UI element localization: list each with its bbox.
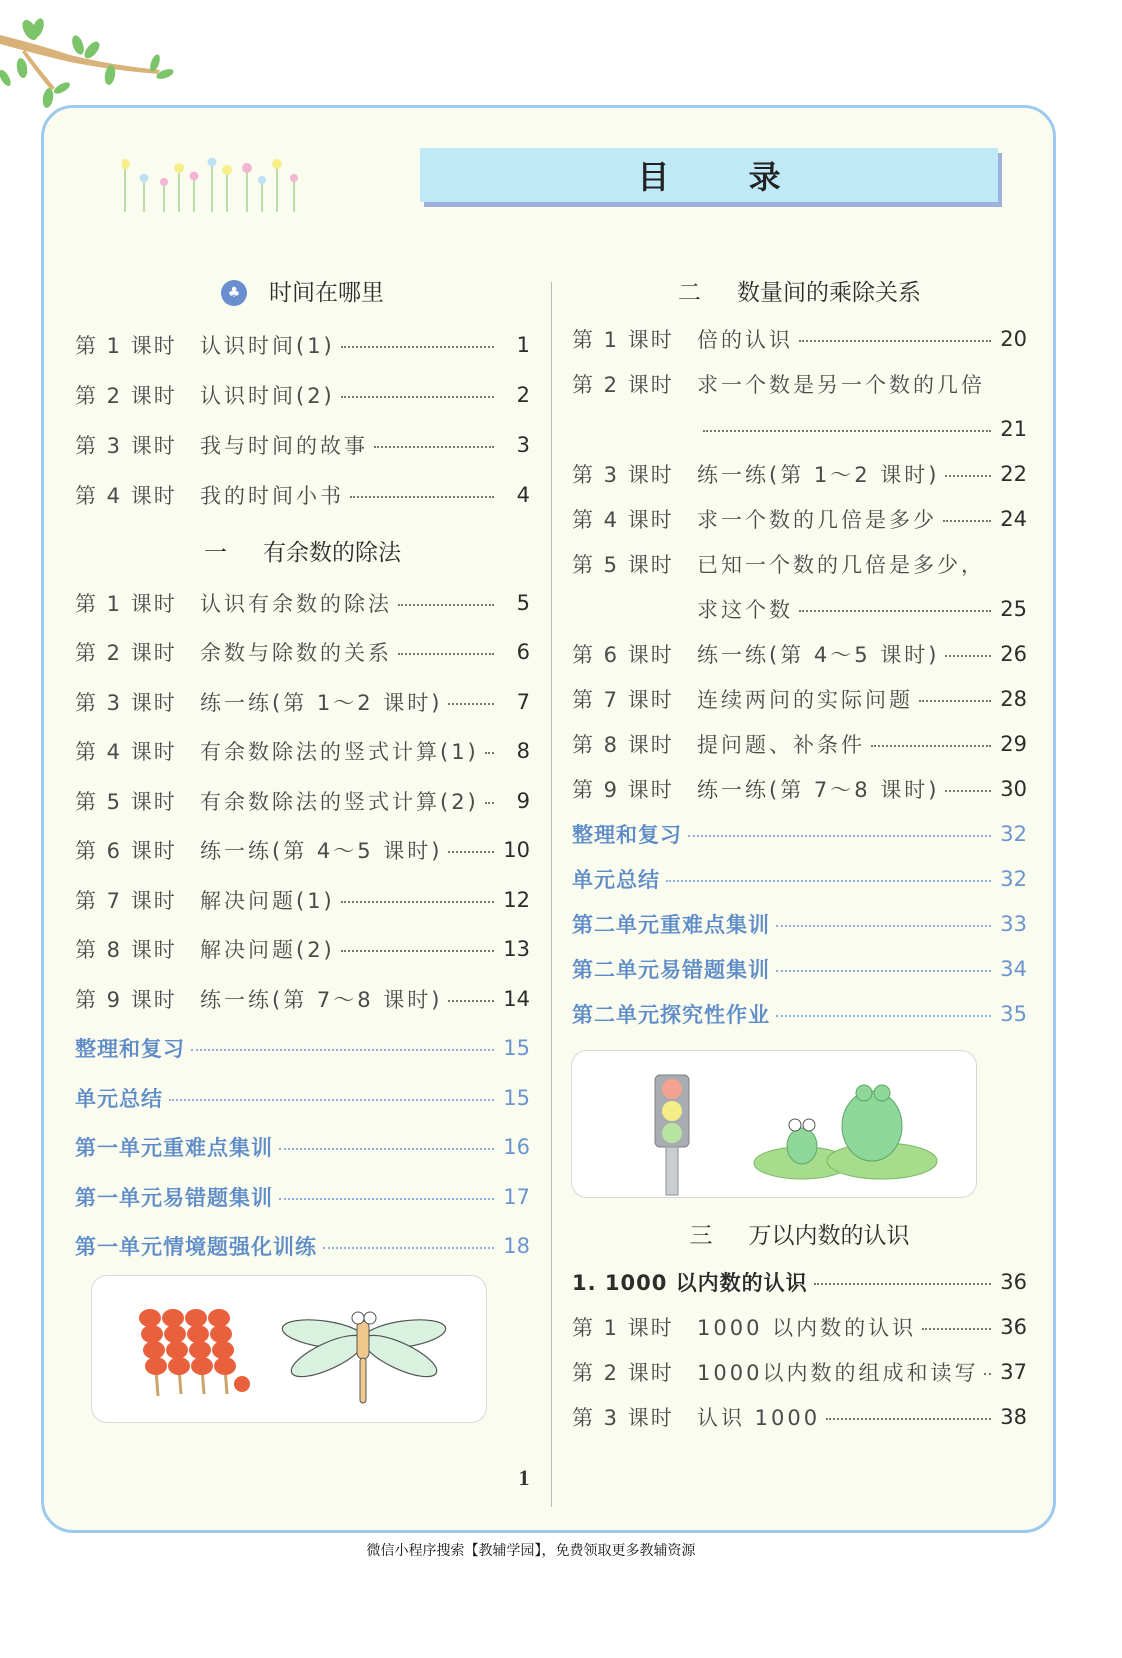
lesson-label: 第 3 课时 (75, 434, 177, 458)
lesson-label: 第 8 课时 (572, 732, 674, 757)
lesson-name: 已知一个数的几倍是多少， (697, 552, 985, 577)
lesson-name: 练一练(第 1～2 课时) (697, 462, 940, 487)
page-ref: 21 (1000, 416, 1027, 441)
lesson-label: 第 6 课时 (572, 642, 674, 667)
page-ref: 32 (1000, 821, 1027, 846)
lesson-label: 第 2 课时 (572, 1360, 674, 1385)
toc-row[interactable] (75, 677, 530, 727)
page-ref: 36 (1000, 1314, 1027, 1339)
page-ref: 15 (503, 1036, 530, 1061)
lesson-name: 整理和复习 (572, 822, 682, 847)
leader-dots (485, 802, 494, 804)
leader-dots (922, 1328, 991, 1330)
leader-dots (688, 835, 991, 837)
lesson-label: 第 2 课时 (75, 641, 177, 666)
illustration-box-left (91, 1275, 487, 1423)
toc-row[interactable] (75, 727, 530, 777)
lesson-label: 第 6 课时 (75, 839, 177, 864)
lesson-label: 第 3 课时 (572, 462, 674, 487)
unit0-list (75, 320, 530, 520)
lesson-name: 提问题、补条件 (697, 732, 865, 757)
page-ref: 1 (516, 333, 530, 357)
lesson-name: 第一单元重难点集训 (75, 1136, 273, 1161)
leader-dots (945, 790, 991, 792)
leader-dots (191, 1049, 494, 1051)
page-ref: 25 (1000, 596, 1027, 621)
toc-row[interactable] (572, 946, 1027, 991)
lesson-label: 第 4 课时 (75, 484, 177, 508)
leader-dots (448, 1000, 494, 1002)
page-ref: 3 (516, 433, 530, 457)
leader-dots (945, 655, 991, 657)
leader-dots (799, 340, 991, 342)
page-ref: 18 (503, 1234, 530, 1259)
toc-row[interactable] (572, 811, 1027, 856)
leader-dots (776, 970, 991, 972)
watermark: 微信小程序搜索【教辅学园】，免费领取更多教辅资源 (366, 1543, 696, 1559)
lesson-name: 练一练(第 7～8 课时) (697, 777, 940, 802)
toc-title-banner (420, 148, 998, 202)
leader-dots (485, 752, 494, 754)
circle-trefoil-icon: ♣ (221, 280, 247, 306)
toc-row[interactable] (75, 578, 530, 628)
toc-row-continued[interactable] (572, 406, 1027, 451)
lesson-name: 解决问题(1) (200, 888, 335, 913)
toc-row[interactable] (572, 721, 1027, 766)
page-ref: 28 (1000, 686, 1027, 711)
leader-dots (814, 1283, 991, 1285)
leader-dots (398, 604, 494, 606)
page-ref: 16 (503, 1135, 530, 1160)
unit-title-3: 三 万以内数的认识 (689, 1223, 910, 1249)
toc-row[interactable] (75, 470, 530, 520)
page-ref: 13 (503, 937, 530, 962)
toc-row[interactable] (75, 1123, 530, 1173)
lesson-name: 求这个数 (697, 597, 793, 622)
page-ref: 24 (1000, 506, 1027, 531)
lesson-label: 第 4 课时 (572, 507, 674, 532)
lesson-name: 认识 1000 (697, 1405, 821, 1430)
leader-dots (341, 950, 494, 952)
page-ref: 6 (516, 640, 530, 665)
lesson-label: 第 8 课时 (75, 938, 177, 963)
left-column (75, 270, 530, 1271)
leader-dots (945, 475, 991, 477)
leader-dots (776, 1015, 991, 1017)
leader-dots (943, 520, 991, 522)
right-column-unit3 (572, 1213, 1027, 1439)
leader-dots (341, 346, 494, 348)
page-ref: 33 (1000, 911, 1027, 936)
toc-row-continued[interactable] (572, 586, 1027, 631)
toc-row[interactable] (75, 1172, 530, 1222)
lesson-name: 1000 以内数的认识 (697, 1315, 917, 1340)
unit1-extras (75, 1024, 530, 1272)
toc-row[interactable] (572, 631, 1027, 676)
leader-dots (919, 700, 991, 702)
lesson-name: 第一单元情境题强化训练 (75, 1235, 317, 1260)
toc-row[interactable] (572, 316, 1027, 361)
candied-haws-dragonfly-illustration (92, 1276, 488, 1424)
lesson-name: 第二单元探究性作业 (572, 1002, 770, 1027)
lesson-name: 解决问题(2) (200, 938, 335, 963)
lesson-name: 单元总结 (572, 867, 660, 892)
lesson-name: 倍的认识 (697, 327, 793, 352)
toc-row[interactable] (75, 420, 530, 470)
lesson-label: 第 4 课时 (75, 740, 177, 765)
lesson-name: 认识有余数的除法 (200, 591, 392, 616)
lesson-name: 1000以内数的组成和读写 (697, 1360, 979, 1385)
lesson-label: 第 3 课时 (75, 690, 177, 715)
page-ref: 22 (1000, 461, 1027, 486)
page-ref: 17 (503, 1184, 530, 1209)
leader-dots (350, 496, 494, 498)
lesson-name: 练一练(第 4～5 课时) (697, 642, 940, 667)
lesson-label: 第 2 课时 (75, 384, 177, 408)
toc-row[interactable] (75, 628, 530, 678)
lesson-label: 第 1 课时 (572, 1315, 674, 1340)
toc-row[interactable] (572, 1304, 1027, 1349)
unit-title-2: 二 数量间的乘除关系 (678, 280, 921, 306)
unit2-extras (572, 811, 1027, 1036)
page-ref: 29 (1000, 731, 1027, 756)
lesson-label: 第 3 课时 (572, 1405, 674, 1430)
lesson-name: 第二单元易错题集训 (572, 957, 770, 982)
toc-title: 目 录 (637, 158, 815, 196)
lesson-label: 第 1 课时 (75, 591, 177, 616)
tree-branch-illustration (0, 0, 190, 110)
lesson-name: 练一练(第 1～2 课时) (200, 690, 443, 715)
lesson-name: 有余数除法的竖式计算(1) (200, 740, 479, 765)
leader-dots (398, 653, 494, 655)
leader-dots (279, 1198, 494, 1200)
lesson-label: 第 9 课时 (572, 777, 674, 802)
leader-dots (374, 446, 494, 448)
page-ref: 38 (1000, 1404, 1027, 1429)
leader-dots (169, 1099, 494, 1101)
leader-dots (871, 745, 991, 747)
page-ref: 10 (503, 838, 530, 863)
column-divider (551, 282, 552, 1507)
leader-dots (448, 703, 494, 705)
leader-dots (776, 925, 991, 927)
lesson-name: 余数与除数的关系 (200, 641, 392, 666)
page-ref: 34 (1000, 956, 1027, 981)
page-ref: 5 (516, 590, 530, 615)
toc-row[interactable] (572, 676, 1027, 721)
lesson-label: 第 7 课时 (75, 888, 177, 913)
toc-row[interactable] (572, 856, 1027, 901)
page-ref: 12 (503, 887, 530, 912)
toc-row[interactable] (75, 320, 530, 370)
lesson-name: 练一练(第 4～5 课时) (200, 839, 443, 864)
lesson-name: 我与时间的故事 (200, 434, 368, 458)
leader-dots (341, 396, 494, 398)
toc-row[interactable] (75, 925, 530, 975)
page-ref: 32 (1000, 866, 1027, 891)
toc-row[interactable] (572, 451, 1027, 496)
page-ref: 30 (1000, 776, 1027, 801)
lesson-name: 有余数除法的竖式计算(2) (200, 789, 479, 814)
unit-title-time: ♣ 时间在哪里 (75, 270, 530, 316)
lesson-name: 求一个数的几倍是多少 (697, 507, 937, 532)
leader-dots (341, 901, 494, 903)
leader-dots (448, 851, 494, 853)
lesson-label: 第 5 课时 (75, 789, 177, 814)
page-ref: 9 (516, 788, 530, 813)
lesson-label: 第 7 课时 (572, 687, 674, 712)
toc-row[interactable] (75, 776, 530, 826)
toc-row[interactable] (572, 991, 1027, 1036)
page-ref: 2 (516, 383, 530, 407)
page-number: 1 (518, 1465, 530, 1490)
toc-row[interactable] (75, 1222, 530, 1272)
toc-row[interactable] (572, 1394, 1027, 1439)
toc-row[interactable] (75, 974, 530, 1024)
toc-row[interactable] (75, 1073, 530, 1123)
lesson-name: 认识时间(1) (200, 334, 335, 358)
lesson-name: 连续两问的实际问题 (697, 687, 913, 712)
lesson-name: 我的时间小书 (200, 484, 344, 508)
page-ref: 26 (1000, 641, 1027, 666)
page-ref: 15 (503, 1085, 530, 1110)
flowers-illustration (122, 158, 312, 212)
lesson-name: 整理和复习 (75, 1037, 185, 1062)
leader-dots (984, 1373, 991, 1375)
toc-row[interactable] (75, 1024, 530, 1074)
lesson-name: 单元总结 (75, 1086, 163, 1111)
lesson-label: 第 9 课时 (75, 987, 177, 1012)
page-ref: 20 (1000, 326, 1027, 351)
unit2-list (572, 316, 1027, 811)
lesson-name: 练一练(第 7～8 课时) (200, 987, 443, 1012)
lesson-name: 认识时间(2) (200, 384, 335, 408)
page-ref: 7 (516, 689, 530, 714)
page-ref: 14 (503, 986, 530, 1011)
page-ref: 37 (1000, 1359, 1027, 1384)
leader-dots (279, 1148, 494, 1150)
toc-row[interactable] (572, 1349, 1027, 1394)
unit-title-1: 一 有余数的除法 (204, 540, 401, 566)
toc-row[interactable] (75, 875, 530, 925)
leader-dots (799, 610, 991, 612)
lesson-name: 求一个数是另一个数的几倍 (697, 372, 985, 397)
lesson-name: 第二单元重难点集训 (572, 912, 770, 937)
toc-row[interactable] (572, 766, 1027, 811)
lesson-name: 第一单元易错题集训 (75, 1185, 273, 1210)
toc-row[interactable] (572, 496, 1027, 541)
right-column (572, 270, 1027, 1036)
leader-dots (323, 1247, 494, 1249)
lesson-label: 第 1 课时 (75, 334, 177, 358)
leader-dots (703, 430, 991, 432)
lesson-label: 第 1 课时 (572, 327, 674, 352)
toc-row[interactable] (75, 826, 530, 876)
leader-dots (826, 1418, 991, 1420)
illustration-box-right (571, 1050, 977, 1198)
toc-row[interactable] (572, 361, 1027, 406)
page-ref: 8 (516, 739, 530, 764)
unit1-list (75, 578, 530, 1024)
section-row[interactable]: 1. 1000 以内数的认识 36 (572, 1269, 1027, 1295)
traffic-light-frogs-illustration (572, 1051, 978, 1199)
toc-row[interactable] (75, 370, 530, 420)
leader-dots (666, 880, 991, 882)
toc-row[interactable] (572, 541, 1027, 586)
unit3-list (572, 1304, 1027, 1439)
page-ref: 4 (516, 483, 530, 507)
lesson-label: 第 5 课时 (572, 552, 674, 577)
lesson-label: 第 2 课时 (572, 372, 674, 397)
page-ref: 35 (1000, 1001, 1027, 1026)
toc-row[interactable] (572, 901, 1027, 946)
